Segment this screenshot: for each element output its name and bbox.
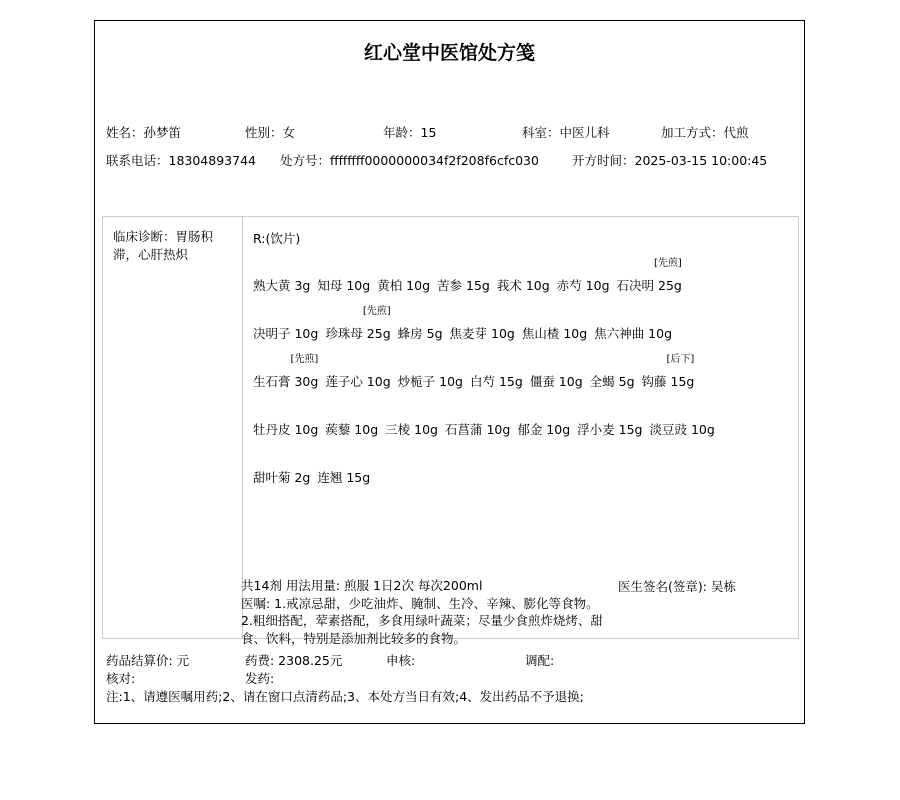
issue: 发药: [245, 671, 275, 686]
herb-item [649, 420, 714, 438]
herb-item [577, 420, 642, 438]
herb-item [253, 468, 310, 486]
herb-name: 焦麦芽 10g [449, 326, 515, 341]
herb-item [590, 372, 635, 390]
dispense: 调配: [525, 653, 555, 668]
herb-name: 牡丹皮 10g [253, 422, 319, 437]
herb-item [530, 372, 583, 390]
herb-name: 珍珠母 25g [325, 326, 391, 341]
herb-tag: [先煎] [290, 354, 319, 365]
patient-name: 姓名：孙梦笛 [106, 125, 182, 140]
herb-item [437, 276, 490, 294]
herb-item [253, 276, 310, 294]
herb-item [557, 276, 610, 294]
review: 申核: [386, 653, 416, 668]
prescription-number: 处方号：ffffffff0000000034f2f208f6cfc030 [280, 153, 539, 168]
patient-gender: 性别：女 [245, 125, 296, 140]
column-divider [242, 217, 243, 638]
usage-dosage: 共14剂 用法用量: 煎服 1日2次 每次200ml [241, 578, 483, 593]
herb-name: 钩藤 15g [641, 374, 695, 389]
herb-item [470, 372, 523, 390]
herb-name: 石菖蒲 10g [444, 422, 511, 437]
medical-advice-2: 2.粗细搭配，荤素搭配，多食用绿叶蔬菜；尽量少食煎炸烧烤、甜食、饮料，特别是添加剂比较多的食物。 [241, 613, 603, 646]
herb-item [398, 372, 463, 390]
rx-header: R:(饮片) [253, 231, 301, 246]
herb-item [616, 258, 682, 294]
herb-item [385, 420, 438, 438]
herb-item [317, 468, 370, 486]
footer-note: 注:1、请遵医嘱用药;2、请在窗口点清药品;3、本处方当日有效;4、发出药品不予退换; [106, 689, 584, 704]
herb-name: 熟大黄 3g [253, 278, 311, 293]
prescription-body [102, 216, 799, 639]
herb-row [253, 420, 722, 438]
herb-name: 生石膏 30g [253, 374, 319, 389]
herb-item [445, 420, 510, 438]
doctor-signature: 医生签名(签章): 吴栋 [618, 579, 736, 594]
herb-name: 浮小麦 15g [577, 422, 643, 437]
herb-item [398, 324, 443, 342]
herb-name: 连翘 15g [317, 470, 371, 485]
herb-row [253, 258, 689, 294]
herb-name: 莲子心 10g [325, 374, 391, 389]
herb-item [522, 324, 587, 342]
herb-name: 甜叶菊 2g [253, 470, 311, 485]
herb-name: 莪术 10g [496, 278, 550, 293]
herb-item [253, 324, 318, 342]
herb-item [594, 324, 672, 342]
prescription-time: 开方时间：2025-03-15 10:00:45 [572, 153, 768, 168]
herb-item [325, 306, 391, 342]
herb-name: 三棱 10g [385, 422, 438, 437]
herb-item [497, 276, 550, 294]
phone: 联系电话：18304893744 [106, 153, 256, 168]
herb-name: 郁金 10g [517, 422, 571, 437]
herb-item [325, 420, 378, 438]
herb-item [253, 354, 319, 390]
herb-tag: [后下] [666, 354, 695, 365]
process-method: 加工方式：代煎 [661, 125, 749, 140]
check: 核对: [106, 671, 136, 686]
herb-name: 白芍 15g [469, 374, 523, 389]
herb-item [377, 276, 430, 294]
patient-age: 年龄：15 [383, 125, 437, 140]
herb-item [517, 420, 570, 438]
herb-item [325, 372, 390, 390]
settle-price: 药品结算价: 元 [106, 653, 190, 668]
herb-name: 僵蚕 10g [529, 374, 583, 389]
herb-name: 焦山楂 10g [521, 326, 588, 341]
herb-name: 蜂房 5g [397, 326, 443, 341]
herb-name: 蒺藜 10g [325, 422, 379, 437]
herb-name: 苦参 15g [437, 278, 490, 293]
herb-name: 全蝎 5g [589, 374, 635, 389]
prescription-sheet [94, 20, 805, 724]
herb-row [253, 468, 377, 486]
herb-name: 知母 10g [317, 278, 371, 293]
drug-fee: 药费: 2308.25元 [245, 653, 343, 668]
herb-name: 决明子 10g [253, 326, 319, 341]
herb-item [450, 324, 515, 342]
herb-item [641, 354, 695, 390]
page-title: 红心堂中医馆处方笺 [363, 42, 535, 64]
medical-advice-1: 医嘱: 1.戒凉忌甜，少吃油炸、腌制、生冷、辛辣、膨化等食物。 [241, 595, 599, 611]
herb-name: 焦六神曲 10g [594, 326, 673, 341]
herb-row [253, 354, 701, 390]
herb-name: 赤芍 10g [556, 278, 610, 293]
herb-name: 炒栀子 10g [397, 374, 463, 389]
clinical-diagnosis: 临床诊断：胃肠积滞，心肝热炽 [113, 229, 214, 262]
department: 科室：中医儿科 [522, 125, 610, 140]
herb-row [253, 306, 679, 342]
herb-name: 黄柏 10g [377, 278, 431, 293]
herb-item [317, 276, 370, 294]
herb-name: 石决明 25g [616, 278, 682, 293]
herb-name: 淡豆豉 10g [649, 422, 715, 437]
herb-item [253, 420, 318, 438]
herb-tag: [先煎] [362, 306, 391, 317]
herb-tag: [先煎] [654, 258, 682, 269]
